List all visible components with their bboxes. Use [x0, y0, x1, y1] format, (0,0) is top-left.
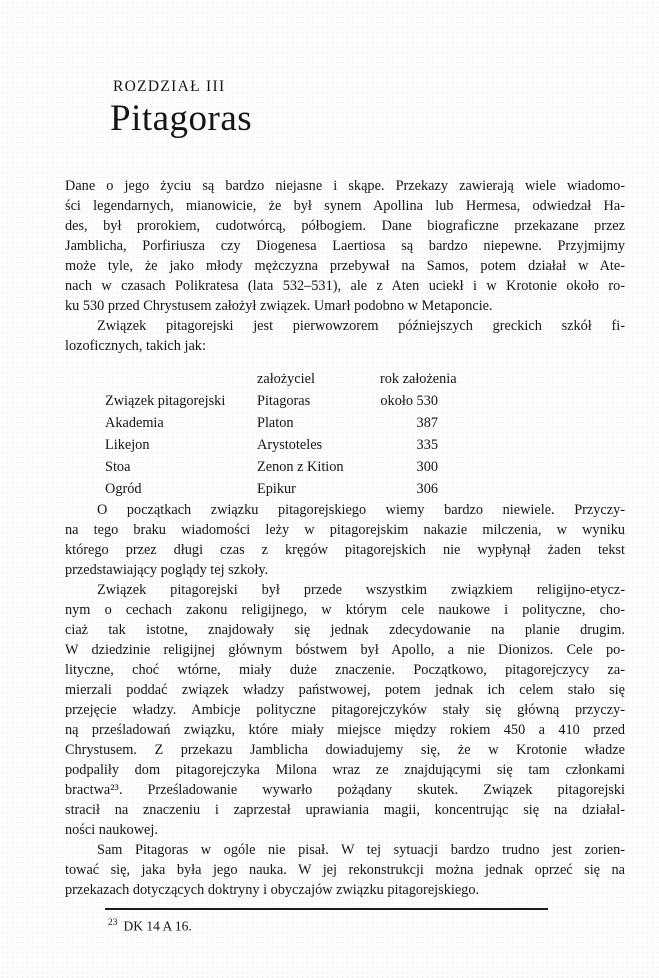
paragraph-line: którego przez długi czas z kręgów pitagorejskich nie wypłynął żaden tekst — [65, 542, 625, 558]
paragraph — [65, 580, 625, 840]
paragraph-line: Dane o jego życiu są bardzo niejasne i skąpe. Przekazy zawierają wiele wiadomo- — [65, 178, 625, 194]
intro-paragraphs — [65, 176, 625, 356]
founders-table-rows — [105, 390, 565, 500]
paragraph-line: przedstawiający poglądy tej szkoły. — [65, 562, 269, 578]
paragraph-line: podpaliły dom pitagorejczyka Milona wraz ze znajdującymi się tam członkami — [65, 762, 625, 778]
paragraph-line: przejęcie władzy. Ambicje polityczne pitagorejczyków stały się główną przyczy- — [65, 702, 625, 718]
table-row — [105, 412, 565, 434]
footnote-divider — [105, 908, 548, 910]
paragraph-line: ną prześladowań związku, które miały miejsce między rokiem 450 a 410 przed — [65, 722, 625, 738]
paragraph-line: des, był prorokiem, cudotwórcą, półbogiem. Dane biograficzne przekazane przez — [65, 218, 625, 234]
paragraph-line: mierzali poddać związek władzy państwowej, potem jednak ich celem stało się — [65, 682, 625, 698]
paragraph-line: na tego braku wiadomości leży w pitagorejskim nakazie milczenia, w wyniku — [65, 522, 625, 538]
cell-year: 335 — [416, 437, 438, 453]
paragraph-line: Chrystusem. Z przekazu Jamblicha dowiadujemy się, że w Krotonie władze — [65, 742, 625, 758]
paragraph-line: Jamblicha, Porfiriusza czy Diogenesa Laertiosa są bardzo niepewne. Przyjmijmy — [65, 238, 625, 254]
cell-year: około 530 — [380, 393, 438, 409]
paragraph-line: Sam Pitagoras w ogóle nie pisał. W tej sytuacji bardzo trudno jest zorien- — [97, 842, 625, 858]
founders-table-header — [105, 368, 565, 390]
paragraph-line: ciaż tak istotne, znajdowały się jednak zdecydowanie na planie drugim. — [65, 622, 625, 638]
cell-year: 306 — [416, 481, 438, 497]
founders-table — [105, 368, 565, 500]
paragraph — [65, 176, 625, 316]
table-row — [105, 434, 565, 456]
cell-founder: Platon — [257, 415, 294, 431]
cell-school: Likejon — [105, 437, 150, 453]
paragraph-line: stracił na znaczeniu i zaprzestał uprawiania magii, koncentrując się na działal- — [65, 802, 625, 818]
cell-school: Ogród — [105, 481, 142, 497]
footnote-text: DK 14 A 16. — [123, 918, 192, 934]
table-row — [105, 478, 565, 500]
paragraph-line: lityczne, choć wtórne, miały duże znaczenie. Początkowo, pitagorejczycy za- — [65, 662, 625, 678]
cell-founder: Pitagoras — [257, 393, 311, 409]
paragraph-line: Związek pitagorejski był przede wszystkim związkiem religijno-etycz- — [97, 582, 625, 598]
paragraph-line: ku 530 przed Chrystusem założył związek. Umarł podobno w Metaponcie. — [65, 298, 493, 314]
cell-founder: Epikur — [257, 481, 296, 497]
paragraph-line: ności naukowej. — [65, 822, 158, 838]
article-body — [65, 176, 625, 936]
cell-year: 387 — [416, 415, 438, 431]
body-paragraphs — [65, 500, 625, 900]
paragraph — [65, 840, 625, 900]
table-header-year: rok założenia — [380, 371, 457, 387]
page-content — [65, 0, 625, 936]
table-header-spacer — [105, 368, 257, 390]
cell-founder: Zenon z Kition — [257, 459, 344, 475]
cell-school: Związek pitagorejski — [105, 393, 226, 409]
paragraph-line: nach w czasach Polikratesa (lata 532–531), ale z Aten uciekł i w Krotonie około ro- — [65, 278, 625, 294]
paragraph-line: bractwa²³. Prześladowanie wywarło pożądany skutek. Związek pitagorejski — [65, 782, 625, 798]
cell-school: Akademia — [105, 415, 164, 431]
paragraph-line: O początkach związku pitagorejskiego wiemy bardzo niewiele. Przyczy- — [97, 502, 625, 518]
table-row — [105, 456, 565, 478]
cell-year: 300 — [416, 459, 438, 475]
paragraph-line: tować się, jaka była jego nauka. W jej rekonstrukcji można jednak oprzeć się na — [65, 862, 625, 878]
paragraph-line: Związek pitagorejski jest pierwowzorem późniejszych greckich szkół fi- — [97, 318, 625, 334]
paragraph-line: W dziedzinie religijnej głównym bóstwem był Apollo, a nie Dionizos. Cele po- — [65, 642, 625, 658]
footnote-marker: 23 — [108, 918, 118, 928]
table-header-founder: założyciel — [257, 371, 315, 387]
table-row — [105, 390, 565, 412]
cell-founder: Arystoteles — [257, 437, 323, 453]
paragraph-line: lozoficznych, takich jak: — [65, 338, 206, 354]
paragraph — [65, 500, 625, 580]
page-title: Pitagoras — [110, 98, 253, 139]
cell-school: Stoa — [105, 459, 131, 475]
paragraph-line: nym o cechach zakonu religijnego, w którym cele naukowe i polityczne, cho- — [65, 602, 625, 618]
chapter-label: ROZDZIAŁ III — [113, 78, 226, 95]
paragraph-line: może tyle, że jako młody mężczyzna przebywał na Samos, potem działał w Ate- — [65, 258, 625, 274]
paragraph-line: przekazach dotyczących doktryny i obyczajów związku pitagorejskiego. — [65, 882, 480, 898]
paragraph — [65, 316, 625, 356]
paragraph-line: ści legendarnych, mianowicie, że był synem Apollina lub Hermesa, odwiedzał Ha- — [65, 198, 625, 214]
footnote — [108, 914, 625, 936]
